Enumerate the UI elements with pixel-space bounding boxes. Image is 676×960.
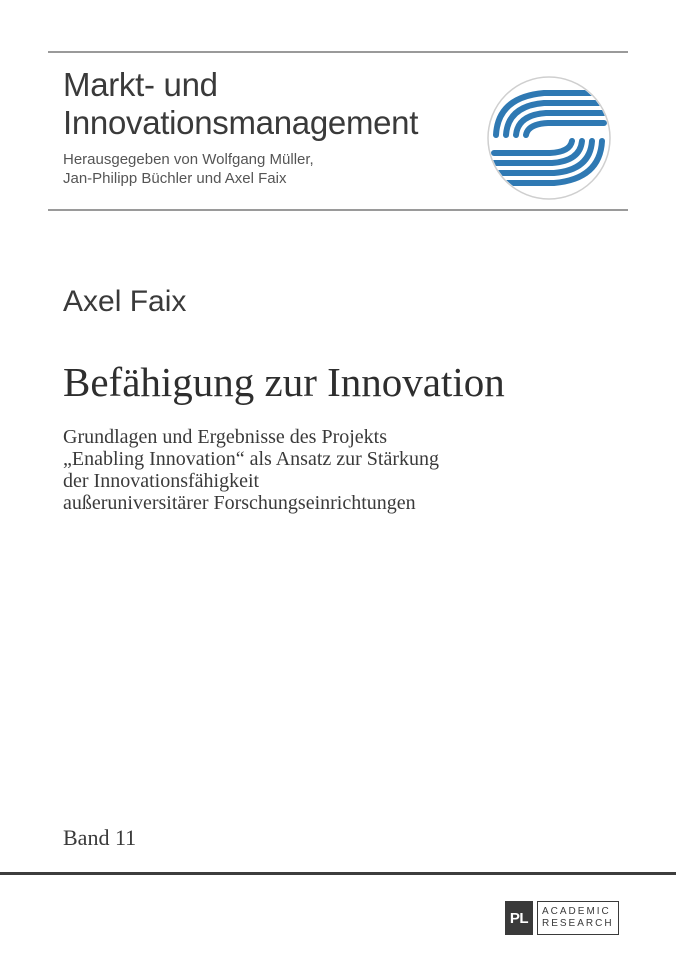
- series-editors: [63, 150, 314, 188]
- bottom-rule: [0, 872, 676, 875]
- publisher-name: [537, 901, 619, 935]
- book-subtitle: [63, 426, 439, 514]
- book-title: Befähigung zur Innovation: [63, 359, 505, 405]
- publisher-line-2: RESEARCH: [542, 918, 614, 929]
- series-title-line-1: Markt- und: [63, 66, 218, 103]
- series-title: [63, 66, 418, 142]
- subtitle-line-3: der Innovationsfähigkeit: [63, 470, 260, 492]
- series-swirl-logo-icon: [484, 73, 614, 203]
- volume-number: Band 11: [63, 825, 137, 850]
- publisher-logo: [505, 901, 619, 935]
- subtitle-line-4: außeruniversitärer Forschungseinrichtungen: [63, 492, 416, 514]
- editors-line-2: Jan-Philipp Büchler und Axel Faix: [63, 170, 287, 187]
- publisher-mark: PL: [505, 901, 533, 935]
- header-rule: [48, 209, 628, 211]
- editors-line-1: Herausgegeben von Wolfgang Müller,: [63, 151, 314, 168]
- subtitle-line-2: „Enabling Innovation“ als Ansatz zur Stärkung: [63, 448, 440, 470]
- publisher-line-1: ACADEMIC: [542, 906, 611, 917]
- author-name: Axel Faix: [63, 285, 187, 318]
- series-title-line-2: Innovationsmanagement: [63, 104, 419, 141]
- subtitle-line-1: Grundlagen und Ergebnisse des Projekts: [63, 426, 388, 448]
- top-rule: [48, 51, 628, 53]
